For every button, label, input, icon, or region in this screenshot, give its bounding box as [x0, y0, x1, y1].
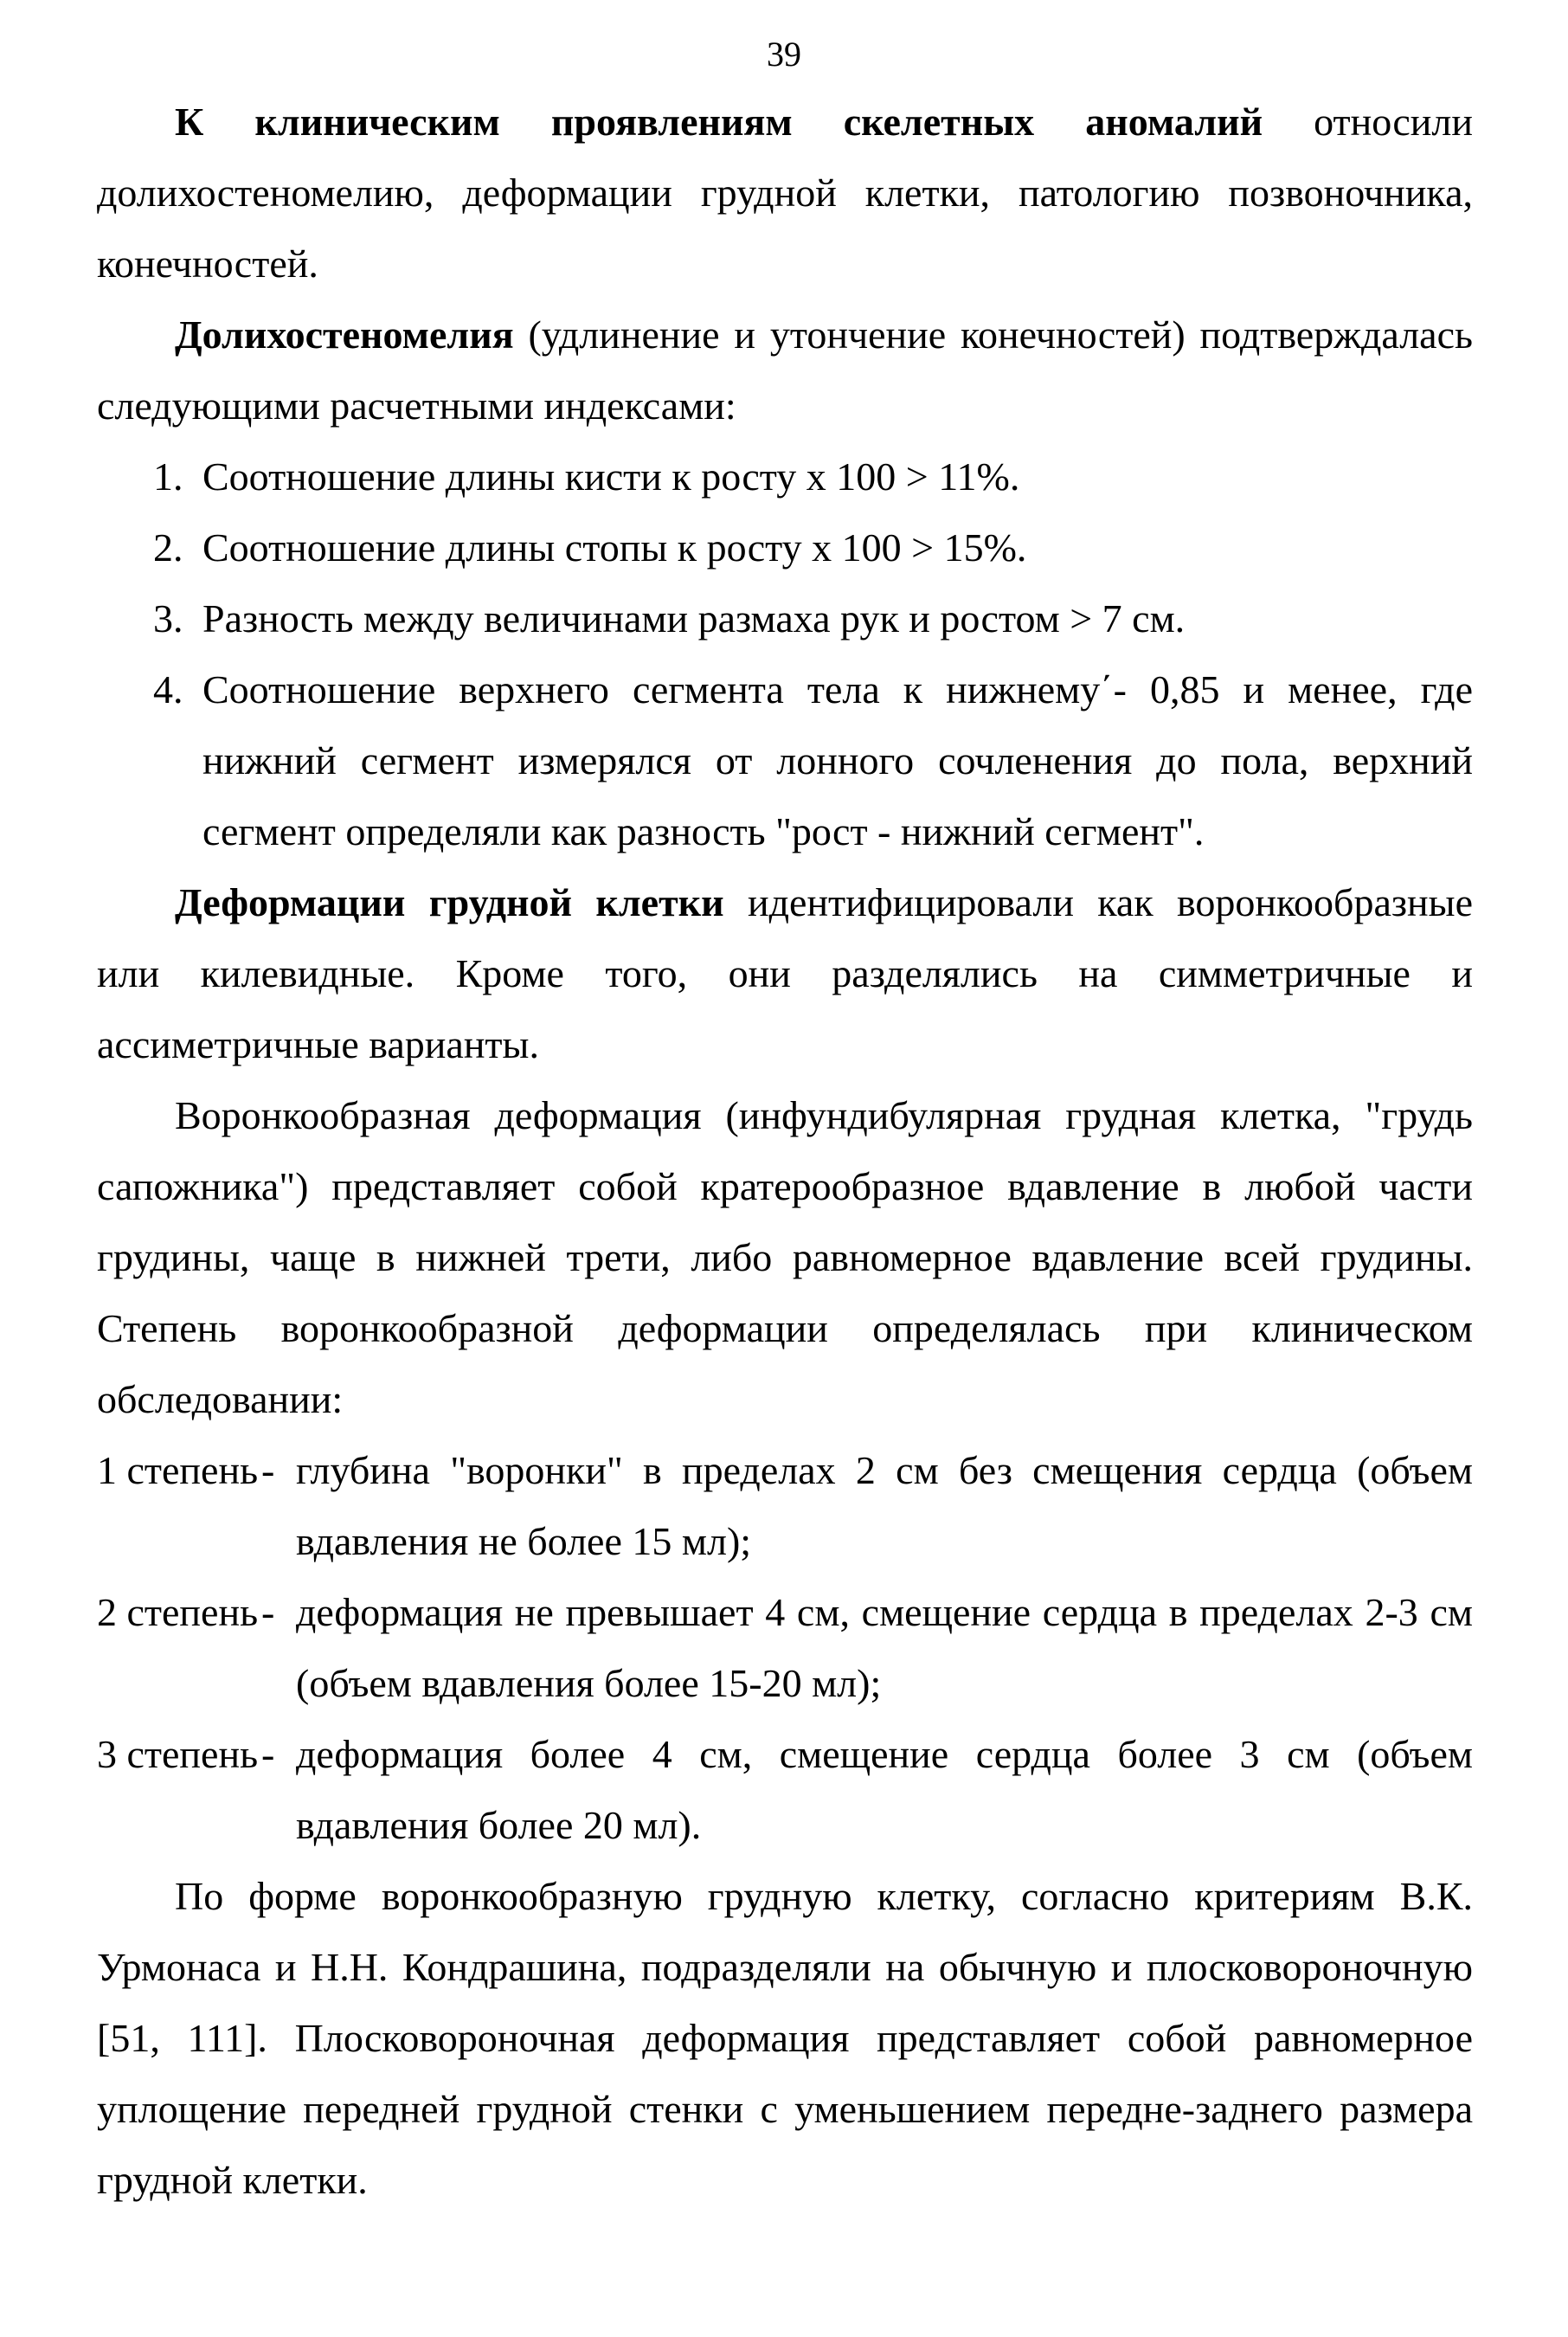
paragraph-text: идентифицировали как воронкообразные или килевидные. Кроме того, они разделялись на симметричные и ассиметричные варианты. — [97, 880, 1473, 1066]
degree-text: деформация не превышает 4 см, смещение сердца в пределах 2-3 см (объем вдавления более 15-20 мл); — [296, 1590, 1473, 1705]
paragraph-text: (удлинение и утончение конечностей) подтверждалась следующими расчетными индексами: — [97, 312, 1473, 428]
degree-item — [97, 1719, 1473, 1861]
list-number: 4. — [153, 667, 183, 711]
degree-label: 2 степень — [97, 1590, 259, 1634]
paragraph-text: относили долихостеномелию, деформации грудной клетки, патологию позвоночника, конечностей. — [97, 100, 1473, 286]
list-text: Соотношение верхнего сегмента тела к нижнему΄- 0,85 и менее, где нижний сегмент измерялся от лонного сочленения до пола, верхний сегмент определяли как разность "рост - нижний сегмент". — [202, 667, 1473, 853]
degree-text: деформация более 4 см, смещение сердца более 3 см (объем вдавления более 20 мл). — [296, 1732, 1473, 1847]
degree-text: глубина "воронки" в пределах 2 см без смещения сердца (объем вдавления не более 15 мл); — [296, 1448, 1473, 1563]
bold-heading-dolichostenomelia: Долихостеномелия — [175, 312, 514, 357]
degree-item — [97, 1577, 1473, 1719]
paragraph-dolichostenomelia — [97, 299, 1473, 441]
list-item — [97, 654, 1473, 867]
paragraph-funnel-forms: По форме воронкообразную грудную клетку, согласно критериям В.К. Урмонаса и Н.Н. Кондрашина, подразделяли на обычную и плосковороночную [51, 111]. Плосковороночная деформация представляет собой равномерное уплощение передней грудной стенки с уменьшением передне-заднего размера грудной клетки. — [97, 1874, 1473, 2202]
degree-label: 1 степень — [97, 1448, 259, 1492]
list-number: 3. — [153, 596, 183, 641]
degree-item — [97, 1435, 1473, 1577]
page-body — [97, 87, 1473, 2216]
list-number: 2. — [153, 525, 183, 570]
list-item — [97, 441, 1473, 512]
degree-dash: - — [261, 1732, 275, 1776]
bold-heading-skeletal-anomalies: К клиническим проявлениям скелетных аномалий — [175, 100, 1263, 144]
degree-dash: - — [261, 1590, 275, 1634]
list-item — [97, 512, 1473, 583]
list-text: Разность между величинами размаха рук и ростом > 7 см. — [202, 596, 1186, 641]
page-number: 39 — [767, 35, 801, 74]
paragraph-skeletal-anomalies — [97, 87, 1473, 299]
list-text: Соотношение длины стопы к росту х 100 > 15%. — [202, 525, 1027, 570]
degree-label: 3 степень — [97, 1732, 259, 1776]
paragraph-funnel-deformity: Воронкообразная деформация (инфундибулярная грудная клетка, "грудь сапожника") представляет собой кратерообразное вдавление в любой части грудины, чаще в нижней трети, либо равномерное вдавление всей грудины. Степень воронкообразной деформации определялась при клиническом обследовании: — [97, 1093, 1473, 1421]
bold-heading-chest-deformities: Деформации грудной клетки — [175, 880, 724, 924]
list-number: 1. — [153, 454, 183, 499]
degree-dash: - — [261, 1448, 275, 1492]
indices-list — [97, 441, 1473, 867]
list-item — [97, 583, 1473, 654]
paragraph-chest-deformities — [97, 867, 1473, 1080]
list-text: Соотношение длины кисти к росту х 100 > 11%. — [202, 454, 1020, 499]
